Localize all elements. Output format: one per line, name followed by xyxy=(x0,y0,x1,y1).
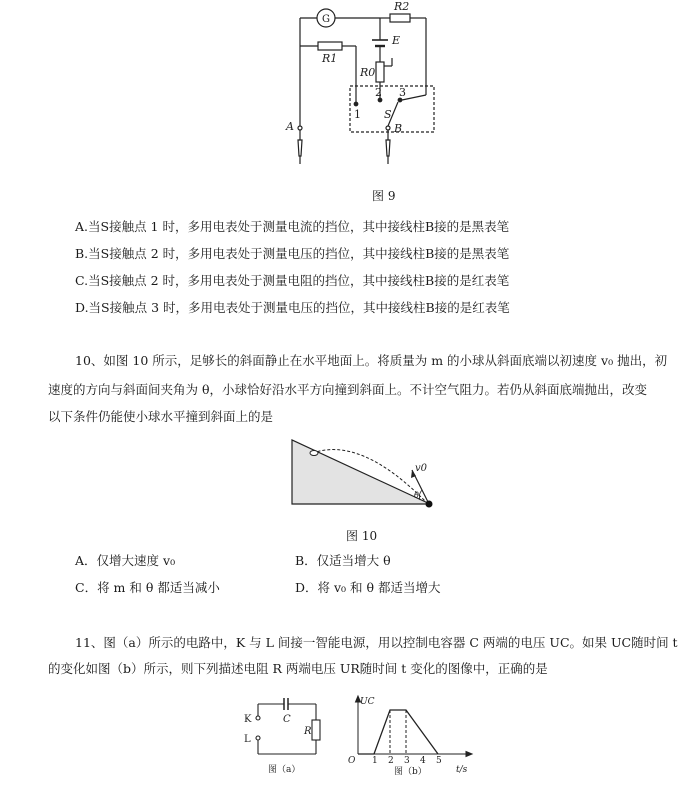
q10-option-b: B．仅适当增大 θ xyxy=(295,553,391,568)
label-b: B xyxy=(394,122,403,135)
label-3: 3 xyxy=(399,86,406,99)
probe-b xyxy=(386,140,390,156)
terminal-l xyxy=(256,736,260,740)
label-uc: UC xyxy=(360,697,375,707)
label-k: K xyxy=(244,714,252,725)
figure-9-caption: 图 9 xyxy=(372,189,396,203)
label-g: G xyxy=(322,14,330,25)
label-s: S xyxy=(384,108,392,121)
resistor-r xyxy=(312,720,320,740)
resistor-r1 xyxy=(318,42,342,50)
terminal-k xyxy=(256,716,260,720)
label-theta: θ xyxy=(414,491,419,500)
label-e: E xyxy=(392,34,401,47)
rheostat-r0 xyxy=(376,62,384,82)
q10-line-2: 速度的方向与斜面间夹角为 θ，小球恰好沿水平方向撞到斜面上。不计空气阻力。若仍从斜面底端抛出，改变 xyxy=(48,382,648,397)
tick-5: 5 xyxy=(436,756,442,766)
tick-2: 2 xyxy=(388,756,394,766)
label-r1: R1 xyxy=(322,52,338,65)
q10-option-d: D．将 v₀ 和 θ 都适当增大 xyxy=(295,580,441,595)
ball-at-top xyxy=(310,451,318,456)
label-v0: v0 xyxy=(415,463,428,474)
q10-line-3: 以下条件仍能使小球水平撞到斜面上的是 xyxy=(48,409,274,424)
q9-option-b: B.当S接触点 2 时，多用电表处于测量电压的挡位，其中接线柱B接的是黑表笔 xyxy=(75,246,510,261)
label-origin: O xyxy=(348,756,356,766)
probe-a xyxy=(298,140,302,156)
label-r2: R2 xyxy=(394,0,410,13)
resistor-r2 xyxy=(390,14,410,22)
label-l: L xyxy=(244,734,251,745)
figure-11a-caption: 图（a） xyxy=(268,765,301,775)
q11-line-1: 11、图（a）所示的电路中，K 与 L 间接一智能电源，用以控制电容器 C 两端的电压 UC。如果 UC随时间 t xyxy=(75,635,678,650)
figure-9-circuit xyxy=(280,0,460,172)
label-t-axis: t/s xyxy=(456,765,468,775)
incline-triangle xyxy=(292,440,430,504)
figure-10-caption: 图 10 xyxy=(346,529,378,543)
label-c: C xyxy=(283,714,291,725)
label-r: R xyxy=(304,726,312,737)
q10-line-1: 10、如图 10 所示，足够长的斜面静止在水平地面上。将质量为 m 的小球从斜面底端以初速度 v₀ 抛出，初 xyxy=(75,353,668,368)
q11-line-2: 的变化如图（b）所示，则下列描述电阻 R 两端电压 UR随时间 t 变化的图像中，正确的是 xyxy=(48,661,548,676)
figure-10-incline xyxy=(280,438,440,518)
tick-1: 1 xyxy=(372,756,378,766)
figure-11a-circuit xyxy=(232,694,332,776)
angle-arc xyxy=(419,490,422,500)
figure-11b-caption: 图（b） xyxy=(394,767,427,777)
label-1: 1 xyxy=(354,108,361,121)
tick-3: 3 xyxy=(404,756,410,766)
figure-11b-graph xyxy=(338,692,483,780)
label-a: A xyxy=(286,120,294,133)
uc-curve xyxy=(358,710,438,754)
label-2: 2 xyxy=(375,86,382,99)
q10-option-c: C．将 m 和 θ 都适当减小 xyxy=(75,580,220,595)
q10-option-a: A．仅增大速度 v₀ xyxy=(75,553,176,568)
tick-4: 4 xyxy=(420,756,426,766)
q9-option-d: D.当S接触点 3 时，多用电表处于测量电压的挡位，其中接线柱B接的是红表笔 xyxy=(75,300,510,315)
ball-at-bottom xyxy=(426,501,433,508)
q9-option-c: C.当S接触点 2 时，多用电表处于测量电阻的挡位，其中接线柱B接的是红表笔 xyxy=(75,273,510,288)
q9-option-a: A.当S接触点 1 时，多用电表处于测量电流的挡位，其中接线柱B接的是黑表笔 xyxy=(75,219,510,234)
label-r0: R0 xyxy=(360,66,376,79)
switch-box xyxy=(350,86,434,132)
